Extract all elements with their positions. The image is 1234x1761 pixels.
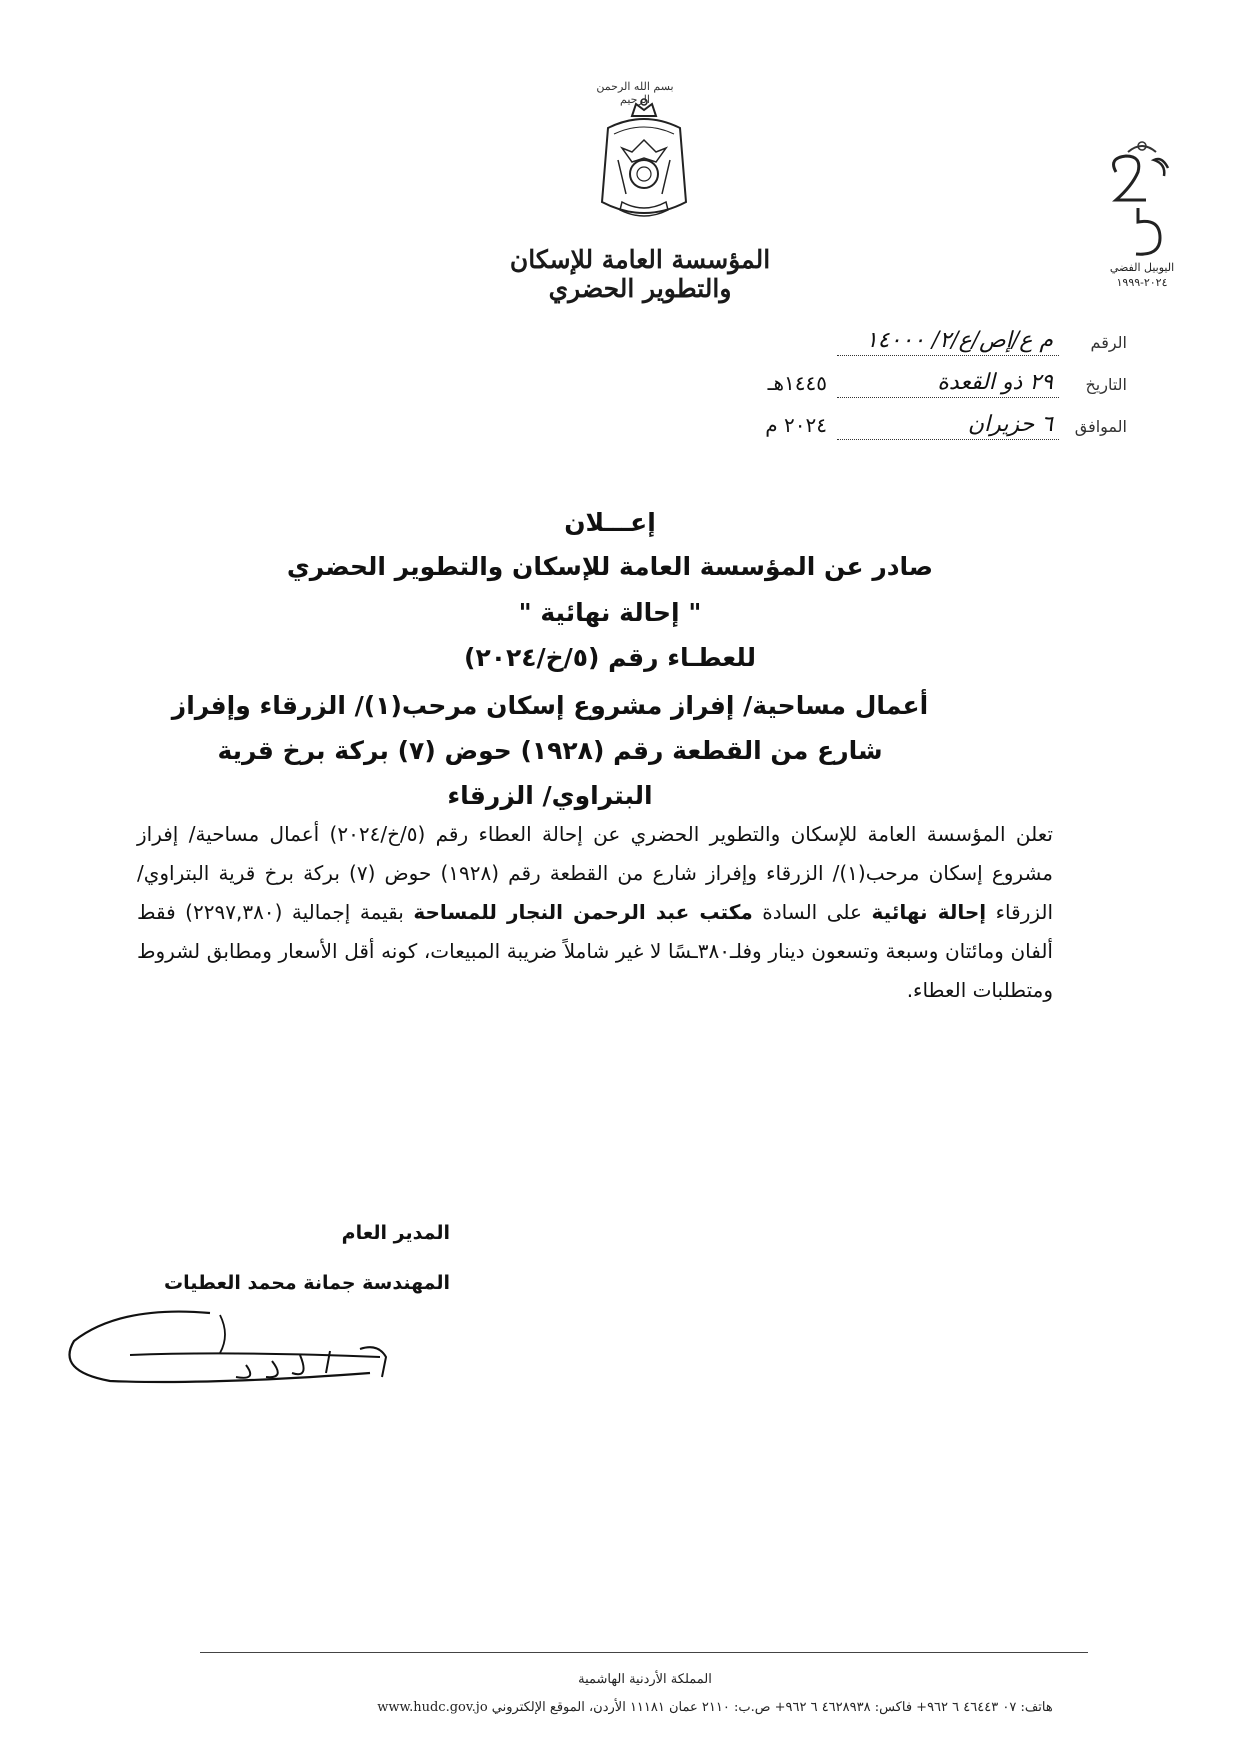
jubilee-label: اليوبيل الفضي [1109, 261, 1175, 274]
announcement-issuer: صادر عن المؤسسة العامة للإسكان والتطوير الحضري [286, 552, 934, 581]
footer-country: المملكة الأردنية الهاشمية [578, 1672, 712, 1687]
reference-number-label: الرقم [1090, 333, 1127, 352]
reference-date-label: التاريخ [1085, 375, 1127, 394]
reference-number-value: م ع/إص/ع/٢/ ١٤٠٠٠ [837, 328, 1059, 356]
reference-date-suffix: ١٤٤٥هـ [767, 371, 827, 395]
reference-number-row [667, 322, 1127, 356]
signatory-name: المهندسة جمانة محمد العطيات [164, 1272, 450, 1294]
organization-name: المؤسسة العامة للإسكان والتطوير الحضري [509, 245, 771, 303]
jubilee-years: ٢٠٢٤-١٩٩٩ [1116, 276, 1168, 289]
body-part-1: تعلن المؤسسة العامة للإسكان والتطوير الحضري عن إحالة العطاء رقم (٥/خ/٢٠٢٤) أعمال مساحية/ إفراز مشروع إسكان مرحب(١)/ الزرقاء وإفراز شارع من القطعة رقم (١٩٢٨) حوض (٧) بركة برخ قرية البتراوي/ الزرقاء [137, 822, 1054, 924]
body-part-3: بقيمة إجمالية (٢٢٩٧,٣٨٠) فقط ألفان ومائتان وسبعة وتسعون دينار وفلـ٣٨٠ـسًا لا غير شاملاً ضريبة المبيعات، كونه أقل الأسعار ومطابق لشروط ومتطلبات العطاء. [137, 900, 1053, 1002]
handwritten-signature [60, 1295, 400, 1405]
announcement-type: " إحالة نهائية " [518, 598, 702, 627]
body-bold-award: إحالة نهائية [871, 900, 987, 924]
body-part-2: على السادة [762, 900, 862, 924]
reference-gregorian-value: ٦ حزيران [837, 412, 1059, 440]
jubilee-caption [1092, 260, 1192, 290]
reference-gregorian-suffix: ٢٠٢٤ م [765, 413, 827, 437]
jordan-coat-of-arms-icon [588, 98, 700, 230]
basmala-text: بسم الله الرحمن الرحيم [596, 80, 674, 106]
tender-number: للعطـاء رقم (٥/خ/٢٠٢٤) [464, 643, 756, 672]
reference-date-row [667, 364, 1127, 398]
announcement-title: إعـــلان [564, 508, 656, 537]
reference-gregorian-row [667, 406, 1127, 440]
footer-divider [200, 1652, 1088, 1653]
reference-date-value: ٢٩ ذو القعدة [837, 370, 1059, 398]
reference-gregorian-label: الموافق [1074, 417, 1127, 436]
signatory-title: المدير العام [341, 1222, 450, 1244]
footer-contact-line: هاتف: ٠٧ ٤٦٤٤٣ ٦ ٩٦٢+ فاكس: ٤٦٢٨٩٣٨ ٦ ٩٦٢+ ص.ب: ٢١١٠ عمان ١١١٨١ الأردن، الموقع الإلكتروني www.hudc.gov.jo [377, 1700, 1053, 1715]
announcement-body [137, 815, 1053, 1010]
body-bold-contractor: مكتب عبد الرحمن النجار للمساحة [413, 900, 753, 924]
tender-subject: أعمال مساحية/ إفراز مشروع إسكان مرحب(١)/ الزرقاء وإفراز شارع من القطعة رقم (١٩٢٨) حوض (٧) بركة برخ قرية البتراوي/ الزرقاء [171, 691, 929, 810]
